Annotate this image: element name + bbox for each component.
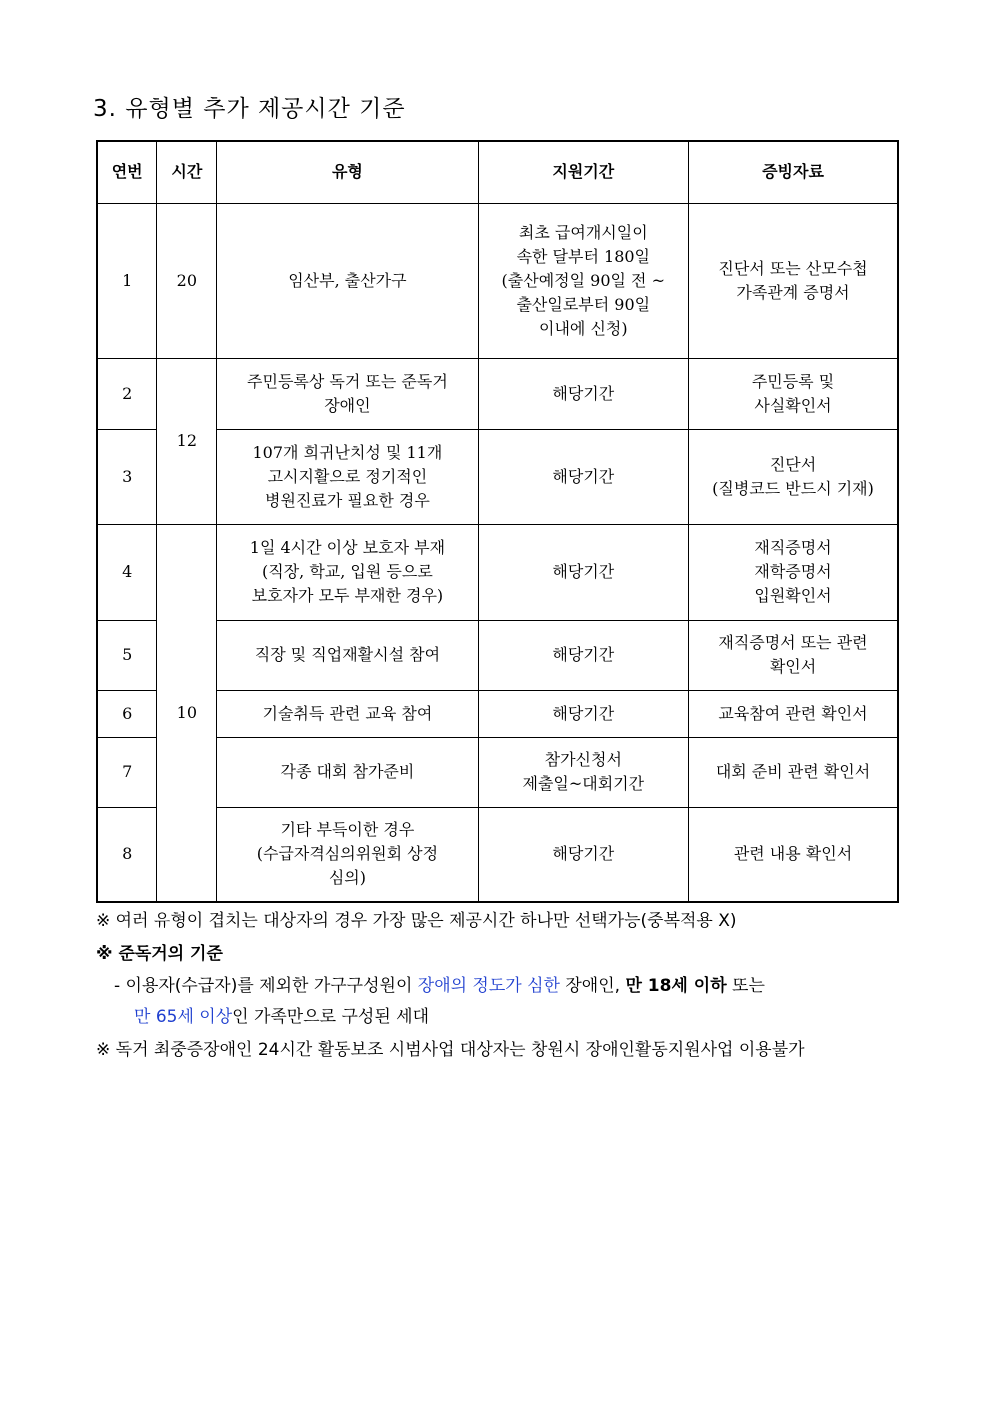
row-no: 7 — [97, 737, 157, 807]
row-hours: 10 — [157, 524, 217, 902]
section-title: 3. 유형별 추가 제공시간 기준 — [93, 96, 406, 122]
row-no: 2 — [97, 358, 157, 429]
row-period: 해당기간 — [478, 620, 688, 690]
row-evidence: 진단서 또는 산모수첩 가족관계 증명서 — [689, 203, 898, 358]
table-row — [97, 358, 898, 429]
table-row — [97, 203, 898, 358]
row-period: 해당기간 — [478, 358, 688, 429]
service-hours-table — [96, 140, 899, 903]
row-evidence: 교육참여 관련 확인서 — [689, 690, 898, 737]
criteria-over-65: 만 65세 이상 — [134, 1007, 233, 1027]
header-evidence: 증빙자료 — [689, 141, 898, 203]
row-no: 6 — [97, 690, 157, 737]
header-type: 유형 — [217, 141, 478, 203]
row-period: 참가신청서 제출일~대회기간 — [478, 737, 688, 807]
row-hours: 12 — [157, 358, 217, 524]
row-evidence: 주민등록 및 사실확인서 — [689, 358, 898, 429]
row-no: 8 — [97, 807, 157, 902]
criteria-text-2: 장애인, — [559, 976, 626, 996]
criteria-under-18: 만 18세 이하 — [625, 976, 727, 996]
row-type: 주민등록상 독거 또는 준독거 장애인 — [217, 358, 478, 429]
row-hours: 20 — [157, 203, 217, 358]
table-row — [97, 429, 898, 524]
row-no: 4 — [97, 524, 157, 620]
row-period: 최초 급여개시일이 속한 달부터 180일 (출산예정일 90일 전 ~ 출산일로부터 90일 이내에 신청) — [478, 203, 688, 358]
row-no: 5 — [97, 620, 157, 690]
table-header-row — [97, 141, 898, 203]
row-type: 기술취득 관련 교육 참여 — [217, 690, 478, 737]
note-criteria-heading: ※ 준독거의 기준 — [96, 944, 223, 964]
row-evidence: 대회 준비 관련 확인서 — [689, 737, 898, 807]
note-criteria-detail — [114, 971, 899, 1033]
header-period: 지원기간 — [478, 141, 688, 203]
header-no: 연번 — [97, 141, 157, 203]
table-row — [97, 524, 898, 620]
criteria-text-4: 인 가족만으로 구성된 세대 — [232, 1007, 429, 1027]
note-pilot-program: ※ 독거 최중증장애인 24시간 활동보조 시범사업 대상자는 창원시 장애인활동지원사업 이용불가 — [96, 1040, 805, 1060]
row-type: 1일 4시간 이상 보호자 부재 (직장, 학교, 입원 등으로 보호자가 모두 부재한 경우) — [217, 524, 478, 620]
table-row — [97, 620, 898, 690]
row-type: 107개 희귀난치성 및 11개 고시지활으로 정기적인 병원진료가 필요한 경우 — [217, 429, 478, 524]
row-period: 해당기간 — [478, 807, 688, 902]
row-evidence: 재직증명서 또는 관련 확인서 — [689, 620, 898, 690]
row-type: 각종 대회 참가준비 — [217, 737, 478, 807]
row-no: 3 — [97, 429, 157, 524]
row-period: 해당기간 — [478, 429, 688, 524]
row-evidence: 진단서 (질병코드 반드시 기재) — [689, 429, 898, 524]
criteria-text-1: - 이용자(수급자)를 제외한 가구구성원이 — [114, 976, 418, 996]
table-row — [97, 737, 898, 807]
criteria-text-3: 또는 — [726, 976, 765, 996]
row-type: 직장 및 직업재활시설 참여 — [217, 620, 478, 690]
row-period: 해당기간 — [478, 524, 688, 620]
row-evidence: 관련 내용 확인서 — [689, 807, 898, 902]
row-no: 1 — [97, 203, 157, 358]
note-overlap: ※ 여러 유형이 겹치는 대상자의 경우 가장 많은 제공시간 하나만 선택가능(중복적용 X) — [96, 911, 737, 931]
row-evidence: 재직증명서 재학증명서 입원확인서 — [689, 524, 898, 620]
table-row — [97, 807, 898, 902]
row-period: 해당기간 — [478, 690, 688, 737]
row-type: 기타 부득이한 경우 (수급자격심의위원회 상정 심의) — [217, 807, 478, 902]
criteria-severe-disability: 장애의 정도가 심한 — [417, 976, 560, 996]
row-type: 임산부, 출산가구 — [217, 203, 478, 358]
header-hours: 시간 — [157, 141, 217, 203]
table-row — [97, 690, 898, 737]
